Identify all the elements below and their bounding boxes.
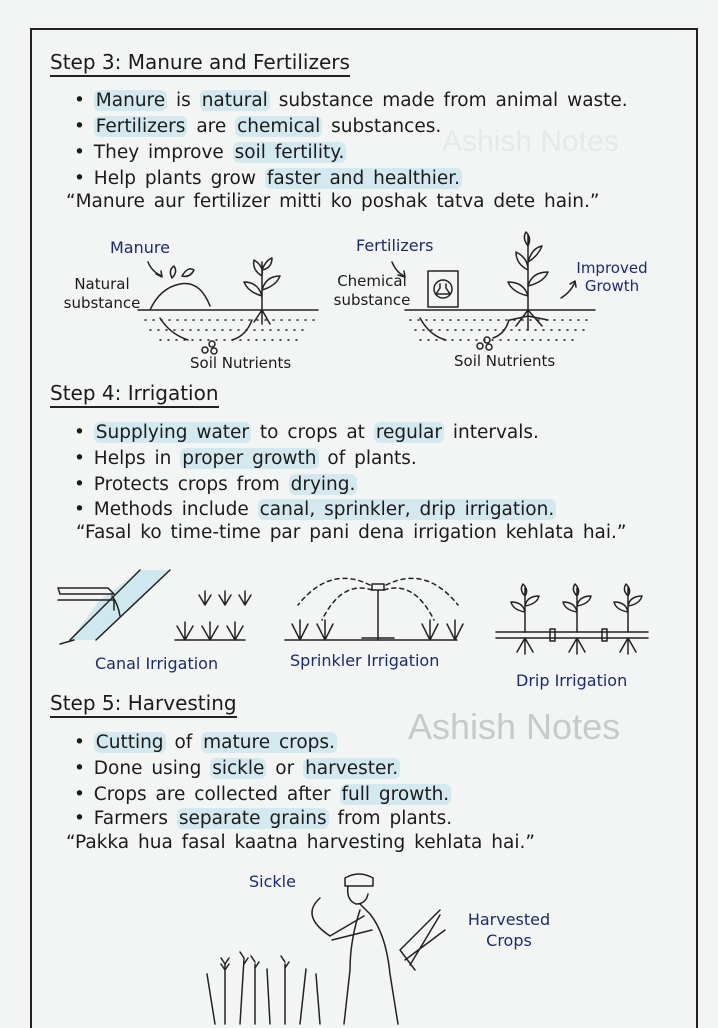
bullet-text: Crops are collected after [93,784,340,805]
soil-nutrients-label: Soil Nutrients [454,352,556,370]
bullet-dot: • [74,499,94,520]
highlighted-term: natural [201,90,268,111]
bullet-dot: • [74,422,94,443]
watermark: Ashish Notes [408,706,621,747]
highlighted-term: Manure [95,90,166,111]
bullet-text: or [266,758,304,779]
sickle-label: Sickle [249,872,296,891]
bullet-dot: • [74,448,94,469]
bullet-dot: • [74,732,94,753]
drip-irrigation-label: Drip Irrigation [516,671,628,690]
bullet-text: They improve [93,142,233,163]
section-heading-step3: Step 3: Manure and Fertilizers [50,50,350,77]
bullet-text: Methods include [93,499,258,520]
manure-label: Manure [110,238,170,257]
soil-nutrients-label: Soil Nutrients [190,354,292,372]
highlighted-term: separate grains [178,808,327,829]
harvested-crops-label: Harvested Crops [467,910,551,950]
bullet-dot: • [74,784,94,805]
bullet-dot: • [74,758,94,779]
chemical-substance-label: Chemical substance [333,272,411,309]
highlighted-term: Fertilizers [95,116,186,137]
bullet-dot: • [74,116,94,137]
bullet-text: Help plants grow [93,168,265,189]
bullet-text: to crops at [251,422,374,443]
highlighted-term: full growth. [341,784,450,805]
bullet-dot: • [74,474,94,495]
highlighted-term: faster and healthier. [266,168,461,189]
bullet-text: substances. [322,116,442,137]
hinglish-quote: “Fasal ko time-time par pani dena irrigation kehlata hai.” [76,522,627,543]
bullet-dot: • [74,90,94,111]
bullet-text: Helps in [93,448,181,469]
highlighted-term: drying. [290,474,356,495]
bullet-text: intervals. [443,422,539,443]
bullet-text: from plants. [328,808,453,829]
canal-irrigation-label: Canal Irrigation [95,654,219,673]
section-heading-step5: Step 5: Harvesting [50,691,237,718]
bullet-dot: • [74,168,94,189]
highlighted-term: Supplying water [95,422,250,443]
highlighted-term: Cutting [95,732,164,753]
bullet-text: are [187,116,236,137]
highlighted-term: sickle [212,758,265,779]
sprinkler-irrigation-label: Sprinkler Irrigation [290,651,440,670]
section-heading-step4: Step 4: Irrigation [50,381,219,408]
highlighted-term: regular [375,422,442,443]
bullet-text: Farmers [93,808,177,829]
hinglish-quote: “Manure aur fertilizer mitti ko poshak tatva dete hain.” [66,191,600,212]
natural-substance-label: Natural substance [63,275,141,312]
highlighted-term: canal, sprinkler, drip irrigation. [259,499,555,520]
highlighted-term: mature crops. [203,732,335,753]
bullet-text: Protects crops from [93,474,289,495]
bullet-text: substance made from animal waste. [269,90,628,111]
highlighted-term: proper growth [182,448,317,469]
bullet-text: of [165,732,202,753]
bullet-text: of plants. [318,448,417,469]
watermark: Ashish Notes [442,125,619,158]
bullet-dot: • [74,142,94,163]
hinglish-quote: “Pakka hua fasal kaatna harvesting kehlata hai.” [66,832,535,853]
bullet-dot: • [74,808,94,829]
highlighted-term: harvester. [305,758,399,779]
highlighted-term: chemical [237,116,321,137]
bullet-text: Done using [93,758,211,779]
fertilizers-label: Fertilizers [356,236,434,255]
bullet-text: is [167,90,200,111]
improved-growth-label: Improved Growth [576,259,648,295]
highlighted-term: soil fertility. [234,142,345,163]
